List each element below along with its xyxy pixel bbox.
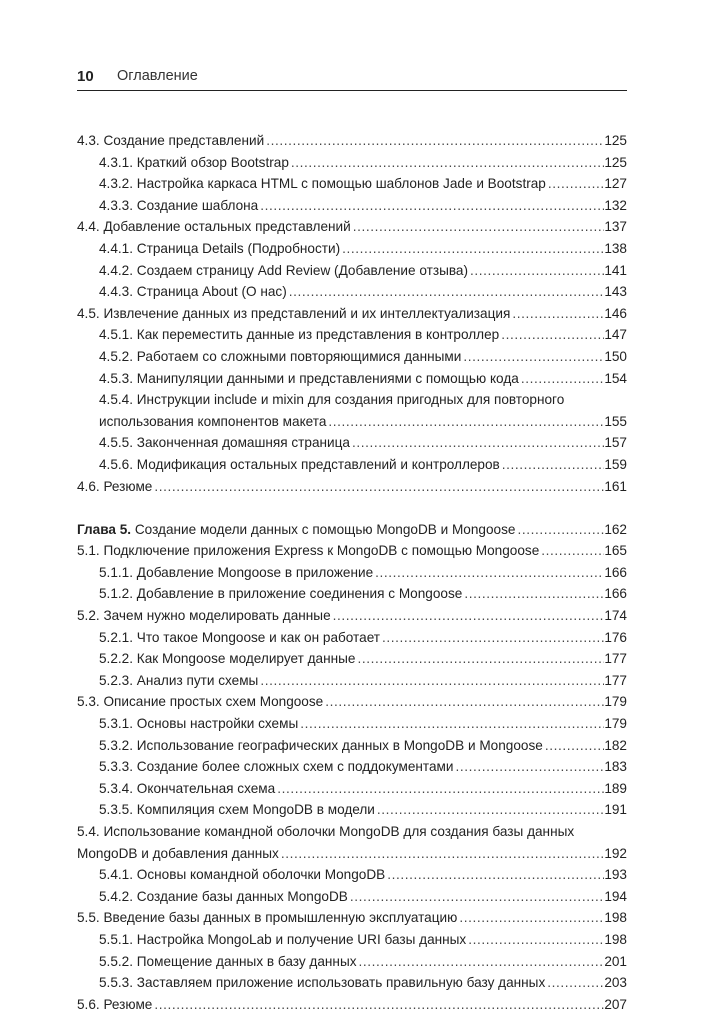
dot-leader [331,605,605,627]
toc-entry[interactable] [77,346,627,368]
toc-entry-page: 192 [604,845,627,861]
toc-entry-text [99,951,357,973]
table-of-contents [77,130,627,1015]
dot-leader [461,346,604,368]
toc-entry-title-cont: использования компонентов макета [99,413,327,429]
toc-entry-page: 201 [604,953,627,969]
toc-entry-text [99,583,462,605]
toc-entry-title: 4.4. Добавление остальных представлений [77,219,351,235]
toc-entry-text [77,691,323,713]
toc-entry[interactable] [77,713,627,735]
toc-entry-page: 125 [604,133,627,148]
toc-entry-title: 5.5. Введение базы данных в промышленную эксплуатацию [77,910,458,926]
toc-entry[interactable] [77,152,627,174]
toc-entry[interactable] [77,648,627,670]
toc-entry[interactable] [77,454,627,476]
chapter-label: Глава 5. [77,521,132,537]
toc-entry-title: 5.2. Зачем нужно моделировать данные [77,608,331,624]
toc-entry-page: 191 [604,802,627,818]
dot-leader [298,713,604,735]
toc-entry[interactable] [77,994,627,1015]
dot-leader [355,648,604,670]
toc-entry-text [99,152,289,174]
running-header [77,64,627,91]
toc-entry-text [77,540,539,562]
toc-entry[interactable] [77,627,627,649]
toc-entry-text [99,670,258,692]
dot-leader [357,951,605,973]
toc-entry-page: 179 [604,694,627,710]
toc-entry-page: 198 [604,910,627,926]
toc-entry-page: 174 [604,608,627,624]
toc-entry-line[interactable] [77,821,627,843]
toc-entry-page: 166 [604,564,627,580]
toc-entry[interactable] [77,907,627,929]
toc-entry-text [99,432,350,454]
toc-entry-text [99,454,500,476]
toc-entry-text [77,907,457,929]
toc-entry-title: 5.6. Резюме [77,996,153,1012]
toc-entry-text [77,519,515,541]
toc-entry-title: 5.3.2. Использование географических данных в MongoDB и Mongoose [99,737,543,753]
toc-entry-page: 155 [604,413,627,429]
dot-leader [279,843,604,865]
toc-entry[interactable] [77,281,627,303]
dot-leader [453,756,604,778]
toc-entry-text [99,368,519,390]
toc-entry-title: 5.4.2. Создание базы данных MongoDB [99,888,348,904]
toc-entry[interactable] [77,778,627,800]
toc-entry-text [99,735,543,757]
dot-leader [457,907,604,929]
toc-entry-title: 4.4.1. Страница Details (Подробности) [99,240,341,256]
toc-entry-page: 165 [604,543,627,559]
toc-entry-page: 177 [604,672,627,688]
toc-entry[interactable] [77,756,627,778]
dot-leader [373,562,604,584]
toc-entry-title: 5.4.1. Основы командной оболочки MongoDB [99,867,386,883]
toc-entry-text [77,216,351,238]
toc-entry-text [77,994,152,1015]
toc-entry[interactable] [77,195,627,217]
toc-entry-title: 5.5.2. Помещение данных в базу данных [99,953,357,969]
toc-entry-title: 5.2.3. Анализ пути схемы [99,672,259,688]
toc-entry-text [99,238,340,260]
toc-entry[interactable] [77,799,627,821]
toc-entry-page: 203 [604,975,627,991]
toc-entry[interactable] [77,130,627,152]
dot-leader [500,454,605,476]
toc-entry-text [99,972,545,994]
dot-leader [258,670,604,692]
dot-leader [275,778,604,800]
toc-entry-page: 207 [604,996,627,1012]
toc-entry-page: 141 [604,262,627,278]
toc-entry-title: 4.5. Извлечение данных из представлений и их интеллектуализация [77,305,511,321]
toc-entry-title: 4.5.3. Манипуляции данными и представлениями с помощью кода [99,370,519,386]
dot-leader [375,799,604,821]
toc-entry-page: 154 [604,370,627,386]
dot-leader [539,540,604,562]
dot-leader [264,130,604,152]
toc-entry-text [77,130,264,152]
toc-entry[interactable] [77,735,627,757]
dot-leader [466,929,604,951]
dot-leader [545,972,604,994]
toc-entry-title: 4.5.2. Работаем со сложными повторяющимися данными [99,348,462,364]
toc-entry[interactable] [77,216,627,238]
toc-entry-title: 4.5.6. Модификация остальных представлений и контроллеров [99,456,500,472]
toc-entry-page: 147 [604,327,627,343]
toc-entry-page: 132 [604,197,627,213]
dot-leader [348,886,604,908]
toc-entry-text [99,756,453,778]
toc-entry[interactable] [77,260,627,282]
toc-entry-line[interactable] [77,389,627,411]
toc-entry-text [99,324,499,346]
toc-entry-page: 137 [604,219,627,235]
toc-entry-title: 5.3. Описание простых схем Mongoose [77,694,324,710]
toc-entry-text [99,627,380,649]
toc-entry-page: 176 [604,629,627,645]
toc-entry-text [77,303,510,325]
toc-entry-page: 182 [604,737,627,753]
dot-leader [380,627,604,649]
toc-entry-page: 193 [604,867,627,883]
toc-entry[interactable] [77,540,627,562]
toc-entry[interactable] [77,583,627,605]
toc-entry-text [99,648,355,670]
toc-entry-title: 5.4. Использование командной оболочки MongoDB для создания базы данных [77,824,575,839]
toc-entry-page: 177 [604,651,627,667]
toc-entry-continuation[interactable] [77,411,627,433]
toc-entry-page: 138 [604,240,627,256]
toc-entry-title: 4.3.2. Настройка каркаса HTML с помощью шаблонов Jade и Bootstrap [99,176,546,192]
toc-entry-title-cont: MongoDB и добавления данных [77,845,279,861]
toc-entry[interactable] [77,476,627,498]
dot-leader [340,238,604,260]
toc-entry-title: 5.3.5. Компиляция схем MongoDB в модели [99,802,375,818]
dot-leader [515,519,604,541]
dot-leader [351,216,605,238]
toc-entry-text [99,886,348,908]
page-number: 10 [77,68,94,85]
toc-entry[interactable] [77,173,627,195]
toc-entry-title: 4.4.2. Создаем страницу Add Review (Добавление отзыва) [99,262,469,278]
toc-entry[interactable] [77,691,627,713]
dot-leader [152,476,604,498]
toc-entry-title: 5.3.1. Основы настройки схемы [99,716,299,732]
toc-entry-title: Создание модели данных с помощью MongoDB и Mongoose [134,521,516,537]
dot-leader [258,195,604,217]
toc-entry-title: 4.4.3. Страница About (О нас) [99,284,287,300]
toc-entry-page: 194 [604,888,627,904]
toc-entry-page: 161 [604,478,627,494]
dot-leader [323,691,604,713]
toc-entry-text [99,778,275,800]
toc-entry-title: 4.3. Создание представлений [77,133,265,148]
toc-entry-text [99,173,546,195]
toc-entry-text [99,260,468,282]
dot-leader [385,864,604,886]
toc-entry-page: 125 [604,154,627,170]
toc-entry-title: 5.2.1. Что такое Mongoose и как он работает [99,629,381,645]
toc-entry[interactable] [77,324,627,346]
dot-leader [462,583,604,605]
dot-leader [289,152,604,174]
toc-entry-title: 4.3.3. Создание шаблона [99,197,259,213]
running-title: Оглавление [117,68,198,84]
toc-entry-text [99,562,373,584]
dot-leader [468,260,604,282]
toc-entry[interactable] [77,886,627,908]
toc-entry[interactable] [77,368,627,390]
toc-entry-page: 143 [604,284,627,300]
toc-entry-title: 5.1.2. Добавление в приложение соединения с Mongoose [99,586,463,602]
toc-entry-page: 146 [604,305,627,321]
toc-entry-title: 4.5.5. Законченная домашняя страница [99,435,350,451]
toc-entry-page: 179 [604,716,627,732]
toc-entry[interactable] [77,605,627,627]
toc-entry-title: 5.2.2. Как Mongoose моделирует данные [99,651,356,667]
toc-entry-title: 4.5.1. Как переместить данные из представления в контроллер [99,327,500,343]
toc-entry-page: 198 [604,931,627,947]
toc-entry-page: 150 [604,348,627,364]
toc-entry[interactable] [77,972,627,994]
toc-entry-page: 166 [604,586,627,602]
toc-entry-page: 127 [604,176,627,192]
toc-entry-text [77,476,152,498]
toc-entry[interactable] [77,432,627,454]
toc-entry[interactable] [77,303,627,325]
toc-entry-text [77,605,331,627]
toc-entry-text [99,195,258,217]
dot-leader [519,368,605,390]
toc-entry[interactable] [77,951,627,973]
toc-entry[interactable] [77,929,627,951]
toc-entry-text [99,713,298,735]
dot-leader [326,411,604,433]
toc-entry-title: 5.1.1. Добавление Mongoose в приложение [99,564,374,580]
toc-entry-page: 157 [604,435,627,451]
dot-leader [510,303,604,325]
toc-entry[interactable] [77,238,627,260]
toc-entry-title: 4.6. Резюме [77,478,153,494]
toc-entry-page: 159 [604,456,627,472]
toc-entry-page: 189 [604,780,627,796]
toc-entry-title: 5.3.3. Создание более сложных схем с поддокументами [99,759,454,775]
toc-entry-text [99,799,375,821]
dot-leader [350,432,604,454]
toc-entry-text [99,346,461,368]
toc-entry-title: 5.5.1. Настройка MongoLab и получение URI базы данных [99,931,467,947]
toc-entry-title: 5.5.3. Заставляем приложение использовать правильную базу данных [99,975,546,991]
toc-entry-title: 4.5.4. Инструкции include и mixin для создания пригодных для повторного [99,392,565,408]
toc-entry-title: 4.3.1. Краткий обзор Bootstrap [99,154,289,170]
toc-entry-continuation[interactable] [77,843,627,865]
toc-entry-title: 5.3.4. Окончательная схема [99,780,276,796]
dot-leader [543,735,604,757]
toc-entry-text [99,929,466,951]
toc-entry[interactable] [77,562,627,584]
toc-entry[interactable] [77,864,627,886]
toc-entry-title: 5.1. Подключение приложения Express к MongoDB с помощью Mongoose [77,543,540,559]
dot-leader [499,324,604,346]
toc-chapter-entry[interactable] [77,519,627,541]
dot-leader [152,994,604,1015]
toc-entry[interactable] [77,670,627,692]
toc-entry-page: 183 [604,759,627,775]
dot-leader [287,281,605,303]
toc-entry-page: 162 [604,521,627,537]
toc-entry-text [99,281,287,303]
toc-entry-text [99,864,385,886]
dot-leader [546,173,604,195]
